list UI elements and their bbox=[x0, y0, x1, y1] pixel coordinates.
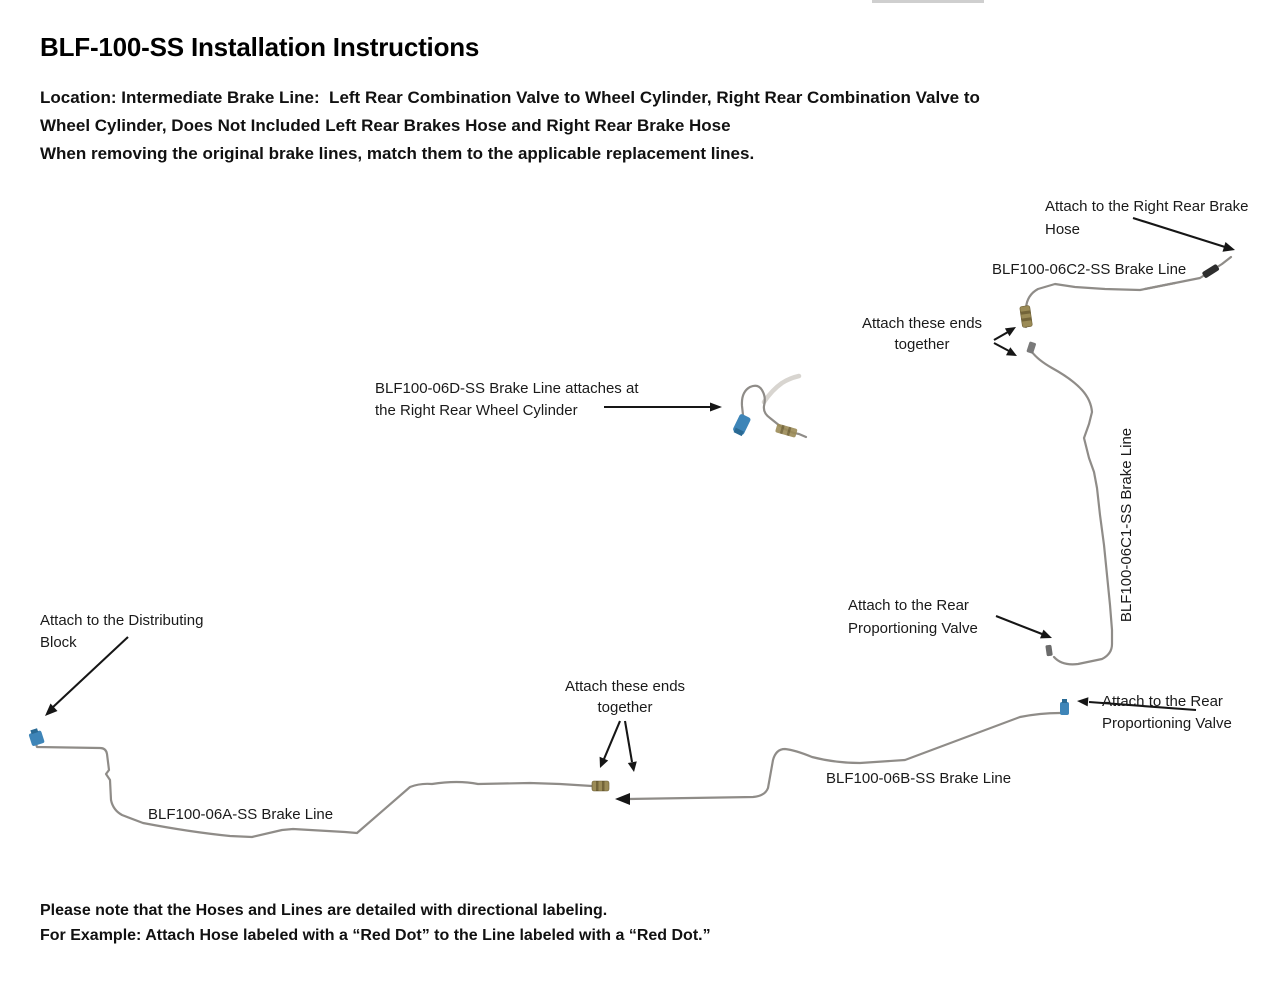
note-line-2: For Example: Attach Hose labeled with a “Red Dot” to the Line labeled with a “Red Dot.” bbox=[40, 927, 711, 944]
callout-right-rear-brake-hose bbox=[1045, 195, 1277, 241]
label-06c1-line: BLF100-06C1-SS Brake Line bbox=[1118, 427, 1135, 623]
callout-line: the Right Rear Wheel Cylinder bbox=[375, 402, 578, 419]
callout-line: Hose bbox=[1045, 221, 1081, 238]
brake-line-06a bbox=[36, 744, 592, 837]
callout-line: BLF100-06D-SS Brake Line attaches at bbox=[375, 380, 639, 397]
callout-line: Attach to the Rear bbox=[1102, 693, 1223, 710]
fitting-brass-06c2 bbox=[1020, 305, 1033, 327]
intro-line-3: When removing the original brake lines, match them to the applicable replacement lines. bbox=[40, 144, 755, 163]
fitting-dark-06c1-top bbox=[1026, 341, 1036, 354]
brake-line-06d-ghost bbox=[764, 376, 799, 402]
label-06b-line: BLF100-06B-SS Brake Line bbox=[826, 770, 1012, 787]
fitting-blue-06a bbox=[28, 728, 44, 746]
callout-line: Proportioning Valve bbox=[848, 620, 978, 637]
fitting-brass-06a bbox=[592, 781, 609, 791]
intro-line-2: Wheel Cylinder, Does Not Included Left Rear Brakes Hose and Right Rear Brake Hose bbox=[40, 116, 731, 135]
callout-ends-together-right bbox=[854, 313, 990, 355]
fitting-blue-06b bbox=[1060, 699, 1069, 715]
callout-rear-prop-valve-bottom bbox=[1102, 691, 1262, 735]
callout-rear-prop-valve-right bbox=[848, 594, 1008, 640]
page-title: BLF-100-SS Installation Instructions bbox=[40, 32, 480, 62]
fitting-blue-06d bbox=[732, 413, 751, 436]
intro-line-1: Location: Intermediate Brake Line: Left Rear Combination Valve to Wheel Cylinder, Right Rear Combination Valve to bbox=[40, 88, 980, 107]
arrow-ends-together-right-lower bbox=[994, 343, 1017, 356]
callout-distributing-block bbox=[40, 610, 235, 654]
callout-line: together bbox=[597, 699, 653, 716]
callout-line: Attach to the Distributing bbox=[40, 612, 204, 629]
arrow-ends-together-middle-right bbox=[625, 721, 637, 772]
directional-arrowhead-06b bbox=[615, 793, 630, 805]
label-06a-line: BLF100-06A-SS Brake Line bbox=[148, 806, 334, 823]
brake-line-06c2-highlight bbox=[1145, 283, 1175, 289]
fitting-brass-06d bbox=[775, 423, 798, 437]
callout-line: together bbox=[894, 336, 950, 353]
brake-line-06d-illustration bbox=[732, 376, 806, 438]
callout-line: Block bbox=[40, 634, 77, 651]
callout-line: Proportioning Valve bbox=[1102, 715, 1232, 732]
callout-line: Attach to the Right Rear Brake bbox=[1045, 198, 1249, 215]
callout-line: Attach these ends bbox=[861, 315, 983, 332]
note-line-1: Please note that the Hoses and Lines are detailed with directional labeling. bbox=[40, 902, 608, 919]
arrow-ends-together-right-upper bbox=[994, 327, 1016, 340]
callout-ends-together-middle bbox=[558, 676, 692, 718]
callout-line: Attach these ends bbox=[564, 678, 686, 695]
callout-06d-wheel-cylinder bbox=[375, 378, 665, 422]
label-06c2-line: BLF100-06C2-SS Brake Line bbox=[992, 261, 1187, 278]
fitting-dark-06c1-bottom bbox=[1045, 645, 1052, 657]
callout-line: Attach to the Rear bbox=[848, 597, 969, 614]
brake-line-06c1 bbox=[1032, 352, 1112, 664]
fitting-dark-06c2 bbox=[1202, 264, 1220, 279]
arrow-ends-together-middle-left bbox=[600, 721, 620, 768]
